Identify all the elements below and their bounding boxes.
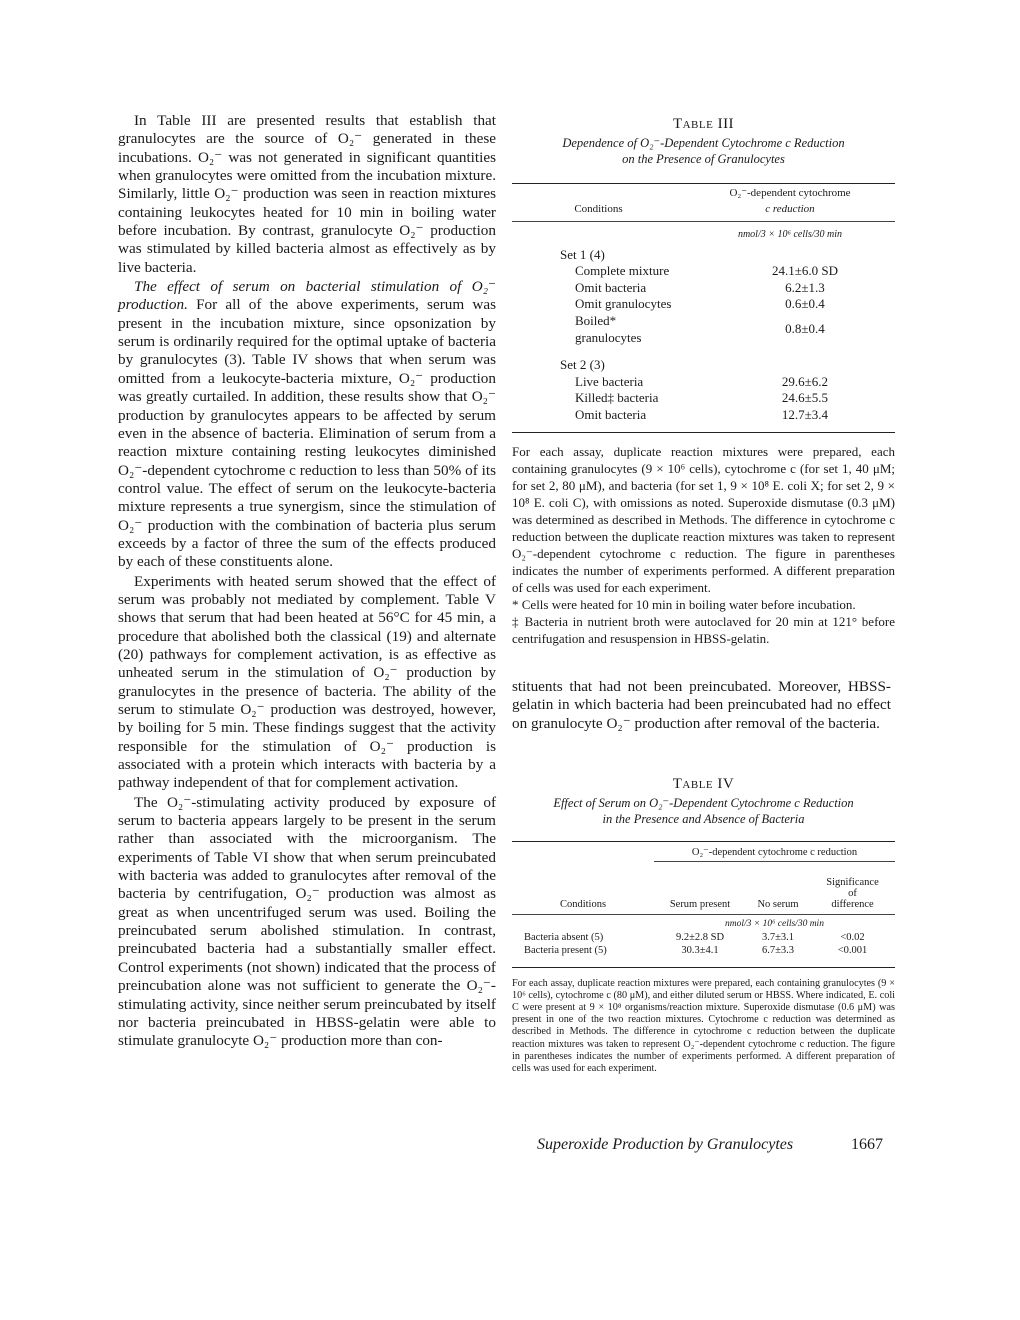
table-row: Bacteria absent (5) 9.2±2.8 SD 3.7±3.1 <0.02 [524, 931, 865, 943]
paragraph-3: Experiments with heated serum showed that the effect of serum was probably not mediated by complement. Table V shows that serum that had been heated at 56°C for 45 min, a procedure that abolished both the classical (19) and alternate (20) pathways for complement activation, is as effective as unheated serum in the stimulation of O₂⁻ production by granulocytes in the presence of bacteria. The ability of the serum to stimulate O₂⁻ production was destroyed, however, by boiling for 5 min. These findings suggest that the activity responsible for the stimulation of O₂⁻ production is associated with a protein which interacts with bacteria by a pathway independent of that for complement activation. [118, 572, 496, 792]
table-row: Omit bacteria 12.7±3.4 [575, 406, 829, 422]
table-4-label: Table IV [672, 776, 735, 792]
paragraph-2-body: For all of the above experiments, serum was present in the incubation mixture, since opsonization by serum is ordinarily required for the optimal uptake of bacteria by granulocytes (3). Table IV shows that when serum was omitted from a leukocyte-bacteria mixture, O₂⁻ production was greatly curtailed. In addition, these results show that O₂⁻ production by granulocytes appears to be affected by serum even in the absence of bacteria. Elimination of serum from a reaction mixture containing resting leukocytes diminished O₂⁻-dependent cytochrome c reduction to less than 50% of its control value. The effect of serum on the leukocyte-bacteria mixture represents a true synergism, since the stimulation of O₂⁻ production with the combination of bacteria plus serum exceeds by a factor of three the sum of the effects produced by each of these constituents alone. [118, 296, 496, 571]
page-footer [537, 1136, 897, 1154]
table-3-notes: For each assay, duplicate reaction mixtures were prepared, each containing granulocytes (9 × 10⁶ cells), cytochrome c (for set 1, 40 μM; for set 2, 80 μM), and bacteria (for set 1, 9 × 10⁸ E. coli X; for set 2, 9 × 10⁸ E. coli C), with omissions as noted. Superoxide dismutase (0.3 μM) was determined as described in Methods. The difference in cytochrome c reduction between the duplicate reaction mixtures was taken to represent O₂⁻-dependent cytochrome c reduction. The figure in parentheses indicates the number of experiments performed. A different preparation of cells was used for each experiment. * Cells were heated for 10 min in boiling water before incubation. ‡ Bacteria in nutrient broth were autoclaved for 20 min at 121° before centrifugation and resuspension in HBSS-gelatin. [512, 443, 895, 646]
table-4-col-significance: Significance of difference [826, 876, 879, 910]
paragraph-2 [118, 278, 496, 572]
table-4 [512, 841, 895, 968]
table-3-set-2: Set 2 (3) [560, 357, 605, 373]
table-4-block [512, 776, 895, 1075]
table-4-group-header: O₂⁻-dependent cytochrome c reduction [654, 842, 895, 862]
table-4-col-serum: Serum present [669, 898, 731, 910]
table-3-label: Table III [672, 116, 735, 132]
table-4-col-noserum: No serum [757, 898, 799, 910]
table-3-units: nmol/3 × 10⁶ cells/30 min [737, 229, 843, 240]
table-4-notes: For each assay, duplicate reaction mixtures were prepared, each containing granulocytes (9 × 10⁶ cells), cytochrome c (80 μM), and either diluted serum or HBSS. Where indicated, E. coli C were present at 9 × 10⁸ organisms/reaction mixture. Superoxide dismutase (0.6 μM) was present in one of the two reaction mixtures. Cytochrome c reduction was determined as described in Methods. The difference in cytochrome c reduction between the duplicate reaction mixtures was taken to represent O₂⁻-dependent cytochrome c reduction. The figure in parentheses indicates the number of experiments performed. A different preparation of cells was used for each experiment. [512, 977, 895, 1074]
table-row: Boiled* granulocytes 0.8±0.4 [575, 312, 825, 345]
page-number: 1667 [851, 1136, 883, 1153]
table-row: Killed‡ bacteria 24.6±5.5 [575, 390, 829, 406]
table-row: Omit bacteria 6.2±1.3 [575, 279, 825, 295]
table-3 [512, 183, 895, 433]
table-4-col-conditions: Conditions [559, 898, 607, 910]
table-3-block [512, 116, 895, 647]
table-row: Complete mixture 24.1±6.0 SD [575, 263, 838, 279]
right-paragraph: stituents that had not been preincubated. Moreover, HBSS-gelatin in which bacteria had been preincubated had no effect on granulocyte O₂⁻ production after removal of the bacteria. [512, 678, 891, 732]
table-row: Omit granulocytes 0.6±0.4 [575, 296, 825, 312]
left-column [118, 112, 496, 1051]
paragraph-1: In Table III are presented results that establish that granulocytes are the source of O₂⁻ generated in these incubations. O₂⁻ was not generated in significant quantities when granulocytes were omitted from the incubation mixture. Similarly, little O₂⁻ production was seen in reaction mixtures containing leukocytes heated for 10 min in boiling water before incubation. By contrast, granulocyte O₂⁻ production was stimulated by killed bacteria almost as effectively as by live bacteria. [118, 112, 496, 276]
table-3-set-1: Set 1 (4) [560, 246, 605, 262]
table-row: Bacteria present (5) 30.3±4.1 6.7±3.3 <0.001 [524, 944, 868, 956]
table-3-col-conditions: Conditions [574, 203, 623, 216]
table-3-caption: Dependence of O₂⁻-Dependent Cytochrome c Reduction on the Presence of Granulocytes [562, 136, 845, 166]
table-4-caption: Effect of Serum on O₂⁻-Dependent Cytochrome c Reduction in the Presence and Absence of Bacteria [553, 796, 854, 826]
table-4-units: nmol/3 × 10⁶ cells/30 min [725, 918, 824, 929]
running-title: Superoxide Production by Granulocytes [537, 1136, 794, 1153]
table-row: Live bacteria 29.6±6.2 [575, 373, 829, 389]
table-3-col-value: O₂⁻-dependent cytochrome c reduction [729, 186, 851, 216]
paragraph-4: The O₂⁻-stimulating activity produced by exposure of serum to bacteria appears largely to be present in the serum rather than associated with the microorganism. The experiments of Table VI show that when serum preincubated with bacteria was added to granulocytes after removal of the bacteria by centrifugation, O₂⁻ production was almost as great as when uncentrifuged serum was used. Boiling the preincubated serum abolished stimulation. In contrast, preincubated bacteria had a substantially smaller effect. Control experiments (not shown) indicated that the process of preincubation alone was not sufficient to generate the O₂⁻-stimulating activity, since neither serum preincubated by itself nor bacteria preincubated in HBSS-gelatin were able to stimulate granulocyte O₂⁻ production more than con- [118, 793, 496, 1050]
section-subhead: The effect of serum on bacterial stimulation of O₂⁻ production. [118, 278, 496, 314]
